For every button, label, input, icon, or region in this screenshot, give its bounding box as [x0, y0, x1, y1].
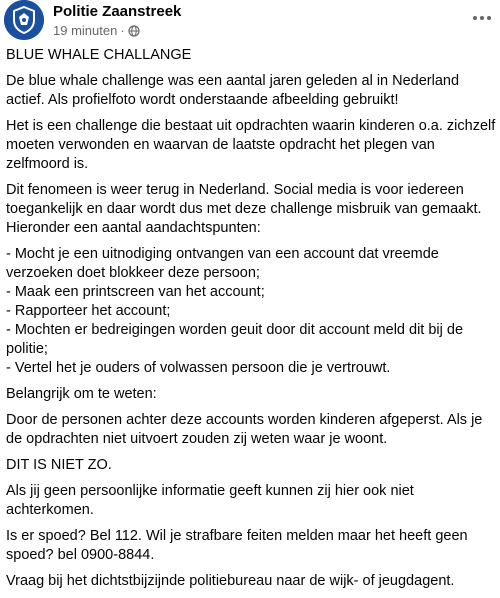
post-paragraph: DIT IS NIET ZO. [6, 457, 112, 473]
meta-separator: · [120, 23, 125, 38]
post-title: BLUE WHALE CHALLANGE [6, 47, 192, 63]
post-paragraph: De blue whale challenge was een aantal jaren geleden al in Nederland actief. Als profielfoto wordt onderstaande afbeelding gebruikt! [6, 73, 460, 108]
post-body [6, 46, 496, 598]
post-paragraph: Vraag bij het dichtstbijzijnde politiebureau naar de wijk- of jeugdagent. [6, 573, 455, 589]
globe-icon [128, 25, 140, 37]
post-timestamp[interactable]: 19 minuten [53, 23, 118, 38]
post-paragraph: Is er spoed? Bel 112. Wil je strafbare feiten melden maar het heeft geen spoed? bel 0900-8844. [6, 528, 468, 563]
post-paragraph: Als jij geen persoonlijke informatie geeft kunnen zij hier ook niet achterkomen. [6, 483, 414, 518]
post-paragraph: Belangrijk om te weten: [6, 386, 157, 402]
post-header [0, 0, 500, 46]
police-emblem-icon [4, 0, 44, 40]
more-options-button[interactable] [468, 8, 496, 28]
post-meta [53, 23, 140, 38]
page-name-link[interactable]: Politie Zaanstreek [53, 3, 182, 20]
more-horizontal-icon [472, 15, 492, 21]
post-paragraph: Door de personen achter deze accounts worden kinderen afgeperst. Als je de opdrachten niet uitvoert zouden zij weten waar je woont. [6, 412, 483, 447]
avatar[interactable] [4, 0, 44, 40]
post-tips-list: - Mocht je een uitnodiging ontvangen van een account dat vreemde verzoeken doet blokkeer deze persoon; - Maak een printscreen van het account; - Rapporteer het account; - Mochten er bedreigingen worden geuit door dit account meld dit bij de politie; - Vertel het je ouders of volwassen persoon die je vertrouwt. [6, 246, 464, 376]
post-paragraph: Dit fenomeen is weer terug in Nederland. Social media is voor iedereen toegankelijk en daar wordt dus met deze challenge misbruik van gemaakt. Hieronder een aantal aandachtspunten: [6, 182, 482, 236]
post-paragraph: Het is een challenge die bestaat uit opdrachten waarin kinderen o.a. zichzelf moeten verwonden en waarvan de laatste opdracht het plegen van zelfmoord is. [6, 118, 496, 172]
